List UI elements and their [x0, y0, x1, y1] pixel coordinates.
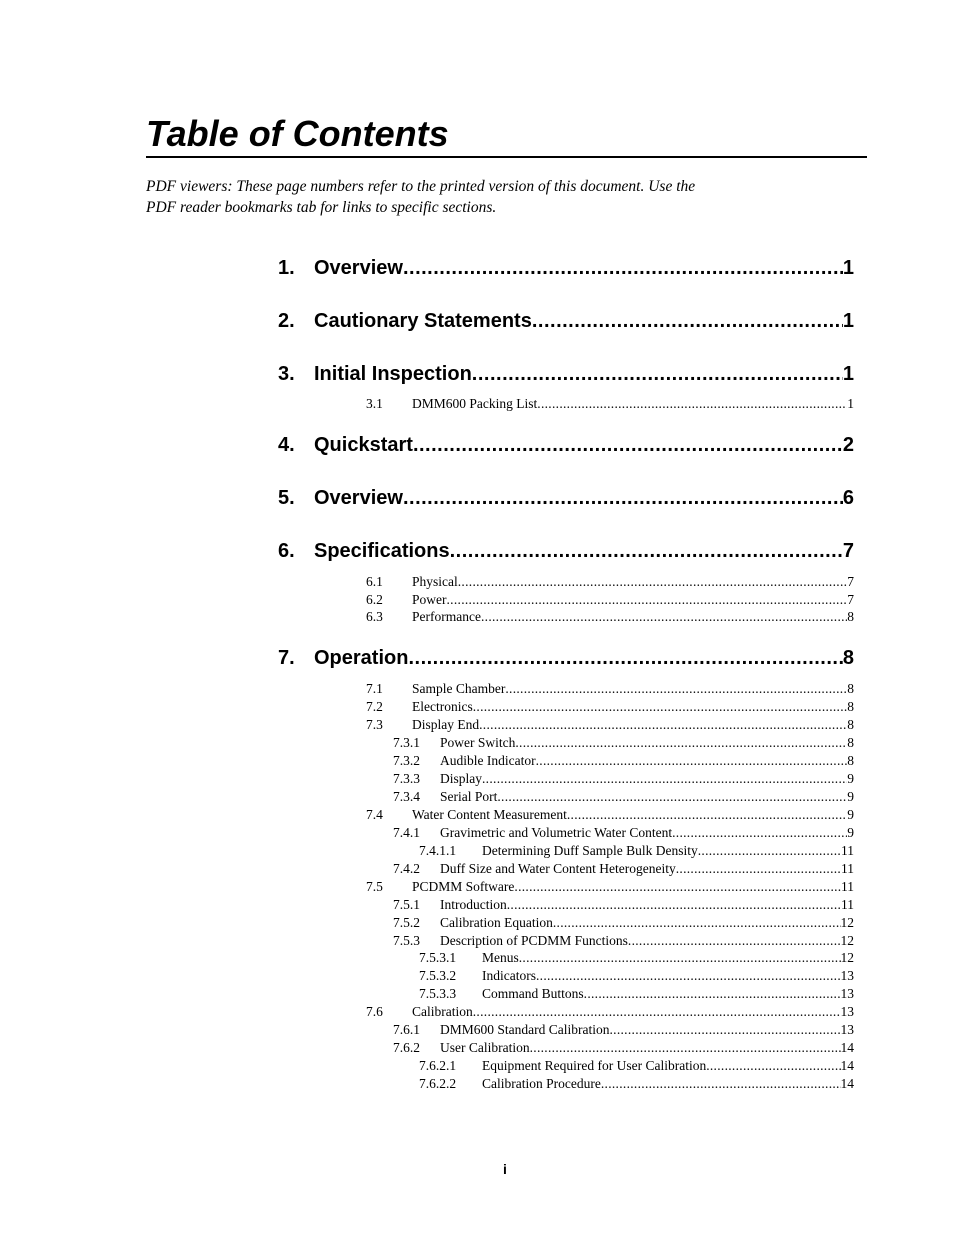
toc-subentry[interactable]: [393, 824, 854, 842]
toc-entry-number: 7.6.2: [393, 1040, 420, 1055]
toc-entry-page: 9: [847, 825, 854, 840]
toc-leader-dots: [537, 395, 847, 413]
toc-leader-dots: [532, 308, 843, 334]
toc-subentry[interactable]: [419, 949, 854, 967]
toc-entry-page: 12: [840, 915, 854, 930]
toc-leader-dots: [403, 255, 843, 281]
toc-leader-dots: [473, 698, 848, 716]
toc-entry-title: Sample Chamber: [412, 681, 506, 696]
toc-entry-title: Water Content Measurement: [412, 807, 567, 822]
toc-entry-page: 14: [840, 1076, 854, 1091]
toc-entry-title: PCDMM Software: [412, 879, 515, 894]
toc-subentry[interactable]: [393, 1039, 854, 1057]
toc-entry-page: 7: [842, 540, 854, 562]
toc-entry-page: 11: [841, 843, 854, 858]
toc-entry-page: 8: [847, 681, 854, 696]
toc-leader-dots: [519, 949, 841, 967]
toc-leader-dots: [447, 591, 848, 609]
toc-entry-page: 8: [842, 647, 854, 669]
toc-leader-dots: [497, 788, 847, 806]
toc-leader-dots: [601, 1075, 841, 1093]
page-title: Table of Contents: [146, 113, 449, 154]
toc-entry-title: Duff Size and Water Content Heterogeneity: [440, 861, 676, 876]
toc-leader-dots: [706, 1057, 840, 1075]
toc-leader-dots: [507, 896, 841, 914]
toc-entry-title: Overview: [314, 257, 403, 279]
toc-entry-title: Menus: [482, 950, 519, 965]
note-line: PDF viewers: These page numbers refer to the printed version of this document. Use the: [146, 178, 696, 195]
toc-entry-page: 13: [840, 1022, 854, 1037]
page-number: i: [503, 1161, 507, 1177]
toc-entry-overview-2[interactable]: [278, 485, 854, 511]
toc-entry-title: DMM600 Packing List: [412, 396, 538, 411]
toc-entry-number: 7.3.3: [393, 771, 420, 786]
toc-entry-number: 7.5.3.1: [419, 950, 457, 965]
toc-entry-number: 7.3.2: [393, 753, 420, 768]
toc-leader-dots: [403, 485, 843, 511]
toc-subentry[interactable]: [366, 716, 854, 734]
toc-subentry[interactable]: [366, 591, 854, 609]
toc-entry-title: Gravimetric and Volumetric Water Content: [440, 825, 673, 840]
toc-entry-title: Power Switch: [440, 735, 516, 750]
toc-entry-title: Initial Inspection: [314, 363, 472, 385]
toc-leader-dots: [672, 824, 847, 842]
toc-entry-page: 11: [841, 897, 854, 912]
toc-subentry[interactable]: [366, 608, 854, 626]
toc-subentry[interactable]: [393, 914, 854, 932]
toc-entry-page: 8: [847, 717, 854, 732]
toc-entry-page: 8: [847, 753, 854, 768]
toc-entry-page: 9: [847, 807, 854, 822]
toc-subentry[interactable]: [366, 806, 854, 824]
toc-entry-page: 8: [847, 609, 854, 624]
toc-entry-page: 9: [847, 771, 854, 786]
toc-entry-number: 6.2: [366, 592, 383, 607]
toc-entry-number: 7.3: [366, 717, 383, 732]
toc-leader-dots: [481, 608, 847, 626]
toc-entry-number: 7.4.1: [393, 825, 420, 840]
toc-entry-title: Operation: [314, 647, 409, 669]
toc-entry-number: 7.6.2.1: [419, 1058, 457, 1073]
toc-leader-dots: [698, 842, 841, 860]
toc-leader-dots: [450, 538, 843, 564]
toc-entry-page: 8: [847, 699, 854, 714]
toc-entry-operation[interactable]: [278, 645, 854, 671]
toc-subentry[interactable]: [419, 967, 854, 985]
toc-entry-number: 1.: [278, 257, 295, 279]
toc-entry-page: 7: [847, 574, 854, 589]
toc-entry-title: Serial Port: [440, 789, 498, 804]
toc-entry-page: 12: [840, 933, 854, 948]
toc-entry-title: Electronics: [412, 699, 473, 714]
toc-entry-number: 3.: [278, 363, 295, 385]
toc-entry-page: 6: [842, 487, 854, 509]
toc-subentry[interactable]: [366, 573, 854, 591]
toc-leader-dots: [515, 734, 847, 752]
toc-entry-page: 1: [842, 257, 854, 279]
toc-entry-number: 7.4.2: [393, 861, 420, 876]
toc-subentry[interactable]: [366, 878, 854, 896]
toc-entry-title: Performance: [412, 609, 481, 624]
toc-entry-number: 7.4: [366, 807, 383, 822]
toc-subentry[interactable]: [366, 395, 854, 413]
toc-subentry[interactable]: [393, 1021, 854, 1039]
toc-entry-number: 7.3.1: [393, 735, 420, 750]
toc-subentry[interactable]: [393, 734, 854, 752]
toc-entry-page: 8: [847, 735, 854, 750]
toc-subentry[interactable]: [419, 1075, 854, 1093]
toc-entry-title: Description of PCDMM Functions: [440, 933, 628, 948]
toc-subentry[interactable]: [419, 985, 854, 1003]
toc-entry-number: 2.: [278, 310, 295, 332]
toc-entry-page: 2: [842, 434, 854, 456]
toc-subentry[interactable]: [393, 896, 854, 914]
toc-entry-title: Calibration Procedure: [482, 1076, 601, 1091]
toc-leader-dots: [628, 932, 841, 950]
toc-leader-dots: [676, 860, 841, 878]
toc-entry-number: 7.6.1: [393, 1022, 420, 1037]
toc-entry-page: 13: [840, 968, 854, 983]
toc-leader-dots: [482, 770, 847, 788]
toc-entry-title: Calibration Equation: [440, 915, 553, 930]
toc-entry-specifications[interactable]: [278, 538, 854, 564]
toc-entry-number: 6.1: [366, 574, 383, 589]
toc-entry-page: 14: [840, 1040, 854, 1055]
toc-entry-title: Indicators: [482, 968, 536, 983]
toc-entry-title: Power: [412, 592, 447, 607]
toc-entry-title: DMM600 Standard Calibration: [440, 1022, 610, 1037]
toc-entry-number: 7.5.3: [393, 933, 420, 948]
toc-entry-page: 1: [842, 363, 854, 385]
toc-entry-number: 4.: [278, 434, 295, 456]
toc-entry-page: 7: [847, 592, 854, 607]
toc-subentry[interactable]: [393, 770, 854, 788]
toc-subentry[interactable]: [393, 860, 854, 878]
toc-subentry[interactable]: [393, 788, 854, 806]
toc-leader-dots: [536, 752, 848, 770]
toc-entry-page: 1: [847, 396, 854, 411]
toc-entry-quickstart[interactable]: [278, 432, 854, 458]
toc-entry-overview[interactable]: [278, 255, 854, 281]
toc-entry-title: Specifications: [314, 540, 450, 562]
toc-entry-number: 7.1: [366, 681, 383, 696]
toc-entry-title: Cautionary Statements: [314, 310, 532, 332]
toc-subentry[interactable]: [419, 1057, 854, 1075]
toc-entry-page: 11: [841, 861, 854, 876]
toc-leader-dots: [479, 716, 847, 734]
toc-entry-number: 7.6.2.2: [419, 1076, 457, 1091]
toc-entry-page: 12: [840, 950, 854, 965]
toc-subentry[interactable]: [393, 932, 854, 950]
toc-entry-number: 7.5.1: [393, 897, 420, 912]
toc-entry-number: 7.: [278, 647, 295, 669]
toc-entry-page: 9: [847, 789, 854, 804]
toc-entry-page: 1: [842, 310, 854, 332]
toc-entry-page: 11: [841, 879, 854, 894]
toc-subentry[interactable]: [366, 680, 854, 698]
toc-entry-title: Command Buttons: [482, 986, 584, 1001]
toc-subentry[interactable]: [393, 752, 854, 770]
toc-leader-dots: [514, 878, 841, 896]
toc-entry-number: 3.1: [366, 396, 383, 411]
toc-entry-title: Display End: [412, 717, 480, 732]
toc-entry-number: 7.6: [366, 1004, 383, 1019]
toc-subentry[interactable]: [366, 698, 854, 716]
toc-entry-title: Overview: [314, 487, 403, 509]
toc-entry-number: 7.4.1.1: [419, 843, 457, 858]
toc-entry-title: Calibration: [412, 1004, 473, 1019]
toc-leader-dots: [413, 432, 843, 458]
toc-subentry[interactable]: [419, 842, 854, 860]
toc-entry-number: 7.5.3.2: [419, 968, 457, 983]
toc-entry-number: 7.2: [366, 699, 383, 714]
toc-entry-title: Audible Indicator: [440, 753, 536, 768]
toc-leader-dots: [505, 680, 847, 698]
toc-leader-dots: [567, 806, 847, 824]
toc-leader-dots: [408, 645, 842, 671]
toc-entry-number: 7.5.3.3: [419, 986, 457, 1001]
toc-entry-title: Quickstart: [314, 434, 413, 456]
toc-entry-number: 7.5.2: [393, 915, 420, 930]
toc-leader-dots: [609, 1021, 840, 1039]
toc-entry-page: 13: [840, 1004, 854, 1019]
toc-leader-dots: [473, 1003, 841, 1021]
toc-entry-title: Determining Duff Sample Bulk Density: [482, 843, 698, 858]
toc-entry-title: Display: [440, 771, 482, 786]
toc-entry-title: Introduction: [440, 897, 507, 912]
toc-entry-number: 6.3: [366, 609, 383, 624]
toc-leader-dots: [536, 967, 841, 985]
note-line: PDF reader bookmarks tab for links to specific sections.: [146, 198, 497, 216]
toc-entry-number: 5.: [278, 487, 295, 509]
toc-entry-title: User Calibration: [440, 1040, 530, 1055]
toc-entry-number: 7.3.4: [393, 789, 420, 804]
toc-subentry[interactable]: [366, 1003, 854, 1021]
toc-leader-dots: [553, 914, 841, 932]
toc-entry-cautionary-statements[interactable]: [278, 308, 854, 334]
toc-entry-number: 6.: [278, 540, 295, 562]
toc-leader-dots: [530, 1039, 841, 1057]
toc-entry-number: 7.5: [366, 879, 383, 894]
toc-leader-dots: [584, 985, 841, 1003]
toc-entry-title: Equipment Required for User Calibration: [482, 1058, 707, 1073]
toc-leader-dots: [472, 361, 843, 387]
toc-entry-title: Physical: [412, 574, 458, 589]
toc-entry-page: 13: [840, 986, 854, 1001]
toc-entry-initial-inspection[interactable]: [278, 361, 854, 387]
toc-leader-dots: [458, 573, 848, 591]
toc-entry-page: 14: [840, 1058, 854, 1073]
